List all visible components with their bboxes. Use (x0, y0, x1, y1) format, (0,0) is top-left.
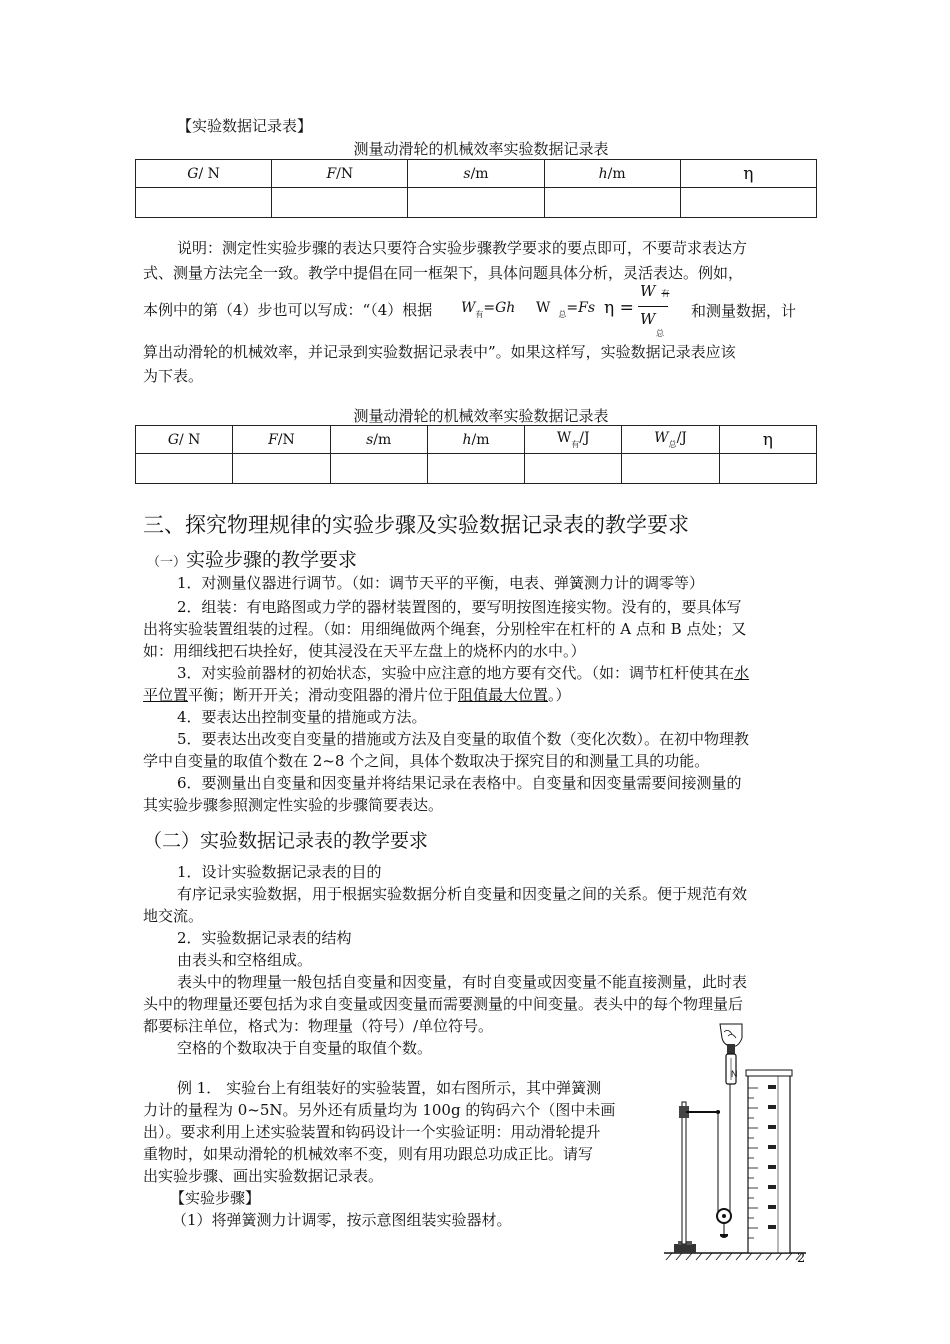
table1-header-G: G/ N (136, 160, 272, 188)
req-2-line-5: 空格的个数取决于自变量的取值个数。 (177, 1039, 433, 1057)
table2-header-G: G/ N (136, 426, 233, 454)
note-line-5: 为下表。 (143, 367, 204, 385)
step-2-line-1: 2．组装：有电路图或力学的器材装置图的，要写明按图连接实物。没有的，要具体写 (177, 598, 742, 616)
data-table-1 (135, 159, 817, 218)
example-line-3: 出）。要求利用上述实验装置和钩码设计一个实验证明：用动滑轮提升 (143, 1123, 601, 1141)
table2-header-F: F/N (233, 426, 330, 454)
table2-cell (622, 454, 719, 484)
table2-header-w-useful: $W_有/J$ (525, 426, 622, 454)
table1-header-s: s/m (408, 160, 544, 188)
table2-header-h: h/m (427, 426, 524, 454)
page-number: 2 (797, 1251, 806, 1266)
req-2-title: 2．实验数据记录表的结构 (177, 929, 352, 947)
note-line-3: 本例中的第（4）步也可以写成：“（4）根据 (143, 301, 433, 319)
note-line-4: 算出动滑轮的机械效率，并记录到实验数据记录表中”。如果这样写，实验数据记录表应该 (143, 343, 736, 361)
table2-header-eta: η (719, 426, 816, 454)
formula-w-useful: $W_有=Gh$ (461, 300, 516, 319)
note-line-1: 说明：测定性实验步骤的表达只要符合实验步骤教学要求的要点即可，不要苛求表达方 (177, 239, 748, 257)
req-2-line-4: 都要标注单位，格式为：物理量（符号）/单位符号。 (143, 1017, 494, 1035)
table2-header-w-total: $W_总/J$ (622, 426, 719, 454)
table2-cell (330, 454, 427, 484)
subsection-heading-2: （二）实验数据记录表的教学要求 (143, 830, 429, 852)
formula-eta: η = (604, 298, 634, 318)
table1-cell (544, 188, 680, 218)
req-1-title: 1．设计实验数据记录表的目的 (177, 863, 382, 881)
table2-cell (525, 454, 622, 484)
example-step-1: （1）将弹簧测力计调零，按示意图组装实验器材。 (172, 1211, 512, 1229)
table2-header-s: s/m (330, 426, 427, 454)
step-5-line-2: 学中自变量的取值个数在 2~8 个之间，具体个数取决于探究目的和测量工具的功能。 (143, 752, 710, 770)
apparatus-figure (658, 1022, 808, 1262)
table1-header-eta: η (680, 160, 816, 188)
example-line-5: 出实验步骤、画出实验数据记录表。 (143, 1167, 384, 1185)
example-line-4: 重物时，如果动滑轮的机械效率不变，则有用功跟总功成正比。请写 (143, 1145, 594, 1163)
example-line-2: 力计的量程为 0~5N。另外还有质量均为 100g 的钩码六个（图中未画 (143, 1101, 616, 1119)
table1-cell (408, 188, 544, 218)
table2-cell (427, 454, 524, 484)
subsection-heading-1: （一）实验步骤的教学要求 (147, 549, 358, 571)
efficiency-fraction: W有 W 总 (640, 282, 670, 338)
section-label-data-table: 【实验数据记录表】 (177, 117, 313, 135)
table1-header-F: F/N (272, 160, 408, 188)
table1-cell (272, 188, 408, 218)
table2-cell (136, 454, 233, 484)
table2-cell (719, 454, 816, 484)
step-6-line-1: 6．要测量出自变量和因变量并将结果记录在表格中。自变量和因变量需要间接测量的 (177, 774, 742, 792)
step-5-line-1: 5．要表达出改变自变量的措施或方法及自变量的取值个数（变化次数）。在初中物理教 (177, 730, 750, 748)
table2-caption: 测量动滑轮的机械效率实验数据记录表 (353, 407, 609, 425)
example-steps-label: 【实验步骤】 (170, 1189, 261, 1207)
table1-cell (136, 188, 272, 218)
step-3-line-1: 3．对实验前器材的初始状态，实验中应注意的地方要有交代。（如：调节杠杆使其在水 (177, 664, 750, 682)
step-3-line-2: 平位置平衡；断开开关；滑动变阻器的滑片位于阻值最大位置。） (143, 686, 571, 704)
req-1-line-2: 地交流。 (143, 907, 204, 925)
step-4: 4．要表达出控制变量的措施或方法。 (177, 708, 427, 726)
table2-cell (233, 454, 330, 484)
req-2-line-3: 头中的物理量还要包括为求自变量或因变量而需要测量的中间变量。表头中的每个物理量后 (143, 995, 744, 1013)
table1-caption: 测量动滑轮的机械效率实验数据记录表 (353, 140, 609, 158)
data-table-2 (135, 425, 817, 484)
step-2-line-3: 如：用细线把石块拴好，使其浸没在天平左盘上的烧杯内的水中。） (143, 642, 586, 660)
step-1: 1．对测量仪器进行调节。（如：调节天平的平衡，电表、弹簧测力计的调零等） (177, 574, 705, 592)
scale-unit-label: N (731, 1069, 738, 1079)
step-2-line-2: 出将实验装置组装的过程。（如：用细绳做两个绳套，分别栓牢在杠杆的 A 点和 B 点处；又 (143, 620, 747, 638)
table1-header-h: h/m (544, 160, 680, 188)
req-2-line-2: 表头中的物理量一般包括自变量和因变量，有时自变量或因变量不能直接测量，此时表 (177, 973, 748, 991)
note-line-2: 式、测量方法完全一致。教学中提倡在同一框架下，具体问题具体分析，灵活表达。例如， (143, 264, 744, 282)
formula-w-total: W $_总$=Fs (536, 300, 596, 319)
req-2-line-1: 由表头和空格组成。 (177, 951, 313, 969)
step-6-line-2: 其实验步骤参照测定性实验的步骤简要表达。 (143, 796, 444, 814)
example-line-1: 例 1． 实验台上有组装好的实验装置，如右图所示，其中弹簧测 (177, 1079, 602, 1097)
section-heading-3: 三、探究物理规律的实验步骤及实验数据记录表的教学要求 (143, 513, 689, 537)
req-1-line-1: 有序记录实验数据，用于根据实验数据分析自变量和因变量之间的关系。便于规范有效 (177, 885, 748, 903)
note-line-3-end: 和测量数据，计 (691, 302, 797, 320)
table1-cell (680, 188, 816, 218)
